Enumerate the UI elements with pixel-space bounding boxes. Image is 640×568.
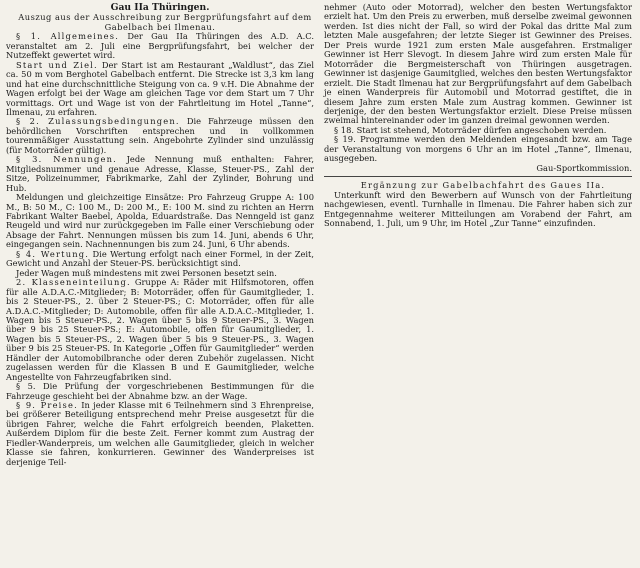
section-3 — [6, 155, 314, 193]
section-19: § 19. Programme werden den Meldenden eingesandt bzw. am Tage der Veranstaltung von morgens 6 Uhr an im Hotel „Tanne“, Ilmenau, ausgegeben. — [324, 134, 632, 164]
section-2-label: § 2. Zulassungsbedingungen. — [16, 116, 180, 127]
divider — [324, 176, 632, 177]
section-18: § 18. Start ist stehend, Motorräder dürfen angeschoben werden. — [334, 124, 607, 135]
section-1-label: § 1. Allgemeines. — [16, 31, 120, 42]
start-label: Start und Ziel. — [16, 59, 98, 70]
section-3-text: Jede Nennung muß enthalten: Fahrer, Mitgliedsnummer und genaue Adresse, Klasse, Steuer-PS., Zahl der Sitze, Polizeinummer, Fabrikmarke, Zahl der Zylinder, Bohrung und Hub. — [6, 154, 314, 193]
signature: Gau-Sportkommission. — [536, 162, 632, 173]
section-9 — [6, 401, 314, 467]
classes-text: Gruppe A: Räder mit Hilfsmotoren, offen für alle A.D.A.C.-Mitglieder; B: Motorräder, offen für Gaumitglieder, 1. bis 2 Steuer-PS., 2. über 2 Steuer-PS.; C: Motorräder, offen für alle A.D.A.C.-Mitglieder; D: Automobile, offen für alle A.D.A.C.-Mitglieder, 1. Wagen bis 5 Steuer-PS., 2. Wagen über 5 bis 9 Steuer-PS., 3. Wagen über 9 bis 25 Steuer-PS.; E: Automobile, offen für Gaumitglieder, 1. Wagen bis 5 Steuer-PS., 2. Wagen über 5 bis 9 Steuer-PS., 3. Wagen über 9 bis 25 Steuer-PS. In Kategorie „Offen für Gaumitglieder“ werden Händler der Automobilbranche oder deren Zubehör zugelassen. Nicht zugelassen werden für die Klassen B und E Gaumitglieder, welche Angestellte von Fahrzeugfabriken sind. — [6, 277, 314, 382]
classes-section — [6, 278, 314, 382]
right-column — [324, 3, 632, 568]
supplement-title: Ergänzung zur Gabelbachfahrt des Gaues IIa. — [360, 180, 606, 191]
section-9-label: § 9. Preise. — [16, 400, 78, 411]
section-3-fees: Meldungen und gleichzeitige Einsätze: Pro Fahrzeug Gruppe A: 100 M., B: 50 M., C: 100 M., D: 200 M., E: 100 M. sind zu richten an Herrn Fabrikant Walter Baebel, Apolda, Eduardstraße. Das Nenngeld ist ganz Reugeld und wird nur zurückgegeben im Falle einer Verschiebung oder Absage der Fahrt. Nennungen müssen bis zum 14. Juni, abends 6 Uhr, eingegangen sein. Nachnennungen bis zum 24. Juni, 6 Uhr abends. — [6, 192, 314, 250]
section-4-label: § 4. Wertung. — [16, 248, 90, 259]
section-4-text: Die Wertung erfolgt nach einer Formel, in der Zeit, Gewicht und Anzahl der Steuer-PS. berücksichtigt sind. — [6, 248, 315, 269]
section-1-text: Der Gau IIa Thüringen des A.D. A.C. veranstaltet am 2. Juli eine Bergprüfungsfahrt, bei welcher der Nutzeffekt gewertet wird. — [6, 31, 314, 61]
supplement-text: Unterkunft wird den Bewerbern auf Wunsch von der Fahrtleitung nachgewiesen, eventl. Turnhalle in Ilmenau. Die Fahrer haben sich zur Entgegennahme weiterer Mitteilungen am Vorabend der Fahrt, am Sonnabend, 1. Juli, um 9 Uhr, im Hotel „Zur Tanne“ einzufinden. — [324, 189, 632, 228]
article-title: Gau IIa Thüringen. — [110, 2, 210, 13]
article-subtitle: Auszug aus der Ausschreibung zur Bergprüfungsfahrt auf dem Gabelbach bei Ilmenau. — [18, 12, 312, 32]
section-2 — [6, 117, 314, 155]
section-9-continued: nehmer (Auto oder Motorrad), welcher den besten Wertungsfaktor erzielt hat. Um den Preis zu erwerben, muß derselbe zweimal gewonnen werden. Ist dies nicht der Fall, so wird der Pokal das dritte Mal zum letzten Male ausgefahren; der letzte Sieger ist Gewinner des Preises. Der Preis wurde 1921 zum ersten Male ausgefahren. Erstmaliger Gewinner ist Herr Slevogt. In diesem Jahre wird zum ersten Male für Motorräder die Bergmeisterschaft von Thüringen ausgetragen. Gewinner ist dasjenige Gaumitglied, welches den besten Wertungsfaktor erzielt. Die Stadt Ilmenau hat zur Bergprüfungsfahrt auf dem Gabelbach je einen Wanderpreis für Automobil und Motorrad gestiftet, die in diesem Jahre zum ersten Male zum Austrag kommen. Gewinner ist derjenige, der den besten Wertungsfaktor erzielt. Diese Preise müssen zweimal hintereinander oder im ganzen dreimal gewonnen werden. — [324, 2, 632, 126]
section-9-text: In jeder Klasse mit 6 Teilnehmern sind 3 Ehrenpreise, bei größerer Beteiligung entsprechend mehr Preise ausgesetzt für die übrigen Fahrer, welche die Fahrt erfolgreich beenden, Plaketten. Außerdem Diplom für die beste Zeit. Ferner kommt zum Austrag der Fiedler-Wanderpreis, um welchen alle Gaumitglieder, gleich in welcher Klasse sie fahren, konkurrieren. Gewinner des Wanderpreises ist derjenige Teil- — [6, 400, 314, 467]
classes-label: 2. Klasseneinteilung. — [16, 277, 131, 288]
section-1 — [6, 32, 314, 60]
section-5: § 5. Die Prüfung der vorgeschriebenen Bestimmungen für die Fahrzeuge geschieht bei der Abnahme bzw. an der Wage. — [6, 381, 314, 401]
start-text: Der Start ist am Restaurant „Waldlust“, das Ziel ca. 50 m vom Berghotel Gabelbach entfernt. Die Strecke ist 3,3 km lang und hat eine durchschnittliche Steigung von ca. 9 v.H. Die Abnahme der Wagen erfolgt bei der Wage am gleichen Tage vor dem Start um 7 Uhr vormittags. Ort und Wage ist von der Fahrtleitung im Hotel „Tanne“, Ilmenau, zu erfahren. — [6, 59, 314, 117]
section-4-note: Jeder Wagen muß mindestens mit zwei Personen besetzt sein. — [16, 267, 277, 278]
start-section — [6, 61, 314, 118]
section-2-text: Die Fahrzeuge müssen den behördlichen Vorschriften entsprechen und in vollkommen tourenmäßiger Ausstattung sein. Angebohrte Zylinder sind unzulässig (für Motorräder gültig). — [6, 116, 314, 155]
section-4 — [6, 250, 314, 269]
section-3-label: § 3. Nennungen. — [16, 154, 117, 165]
left-column — [6, 3, 314, 568]
